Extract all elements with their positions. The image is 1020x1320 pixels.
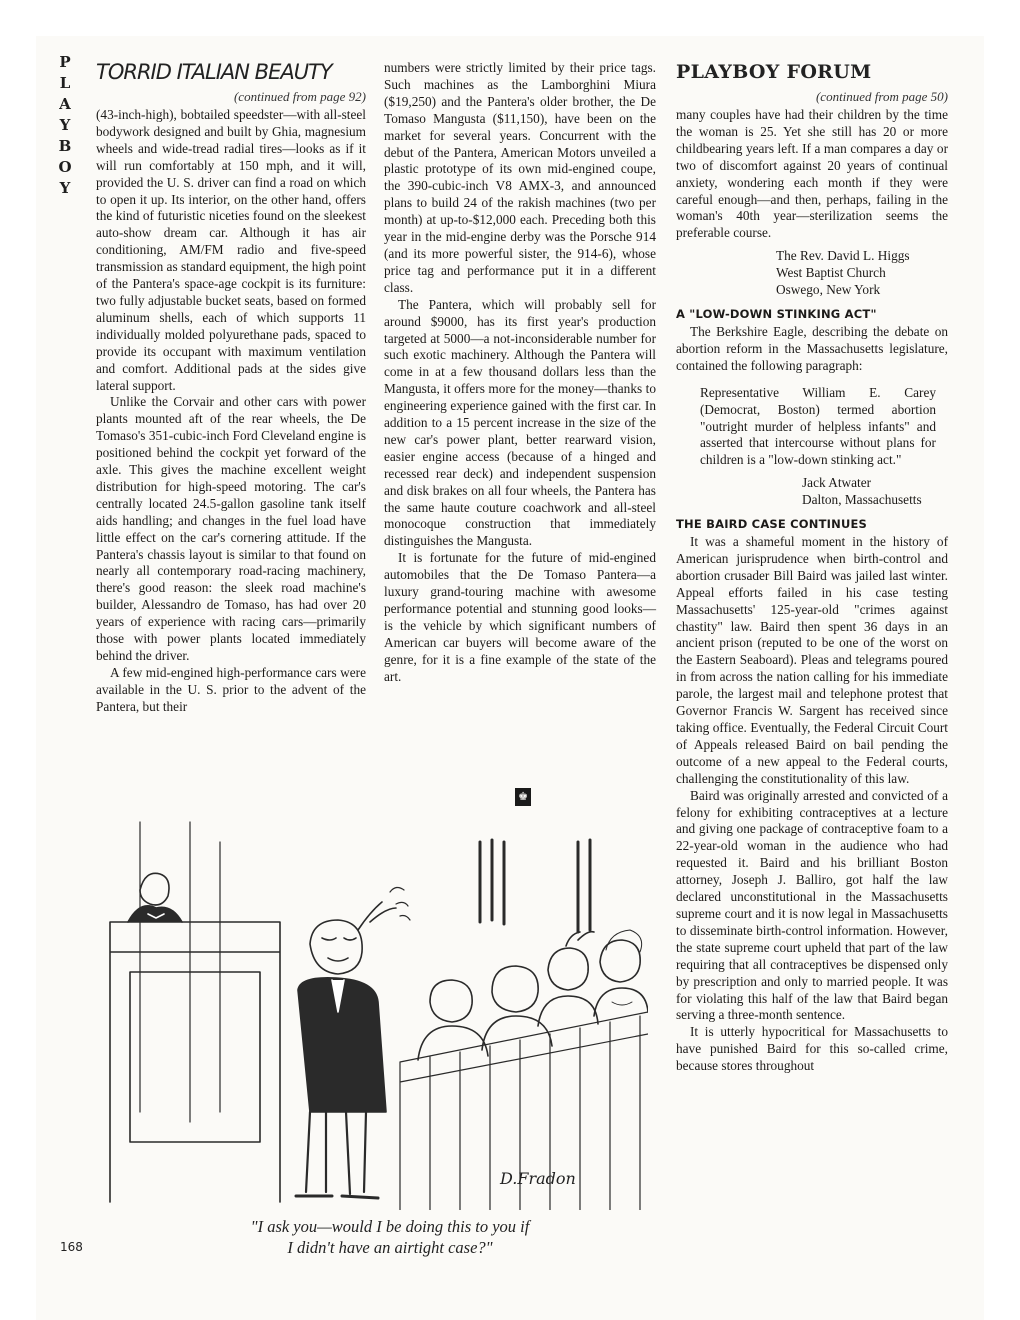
end-of-article-icon: ♚ xyxy=(515,788,531,806)
article-paragraph: (43-inch-high), bobtailed speedster—with all-steel bodywork designed and built by Ghia, magnesium wheels and wide-tread radial tires—looks as if it will run comfortably at 150 mph, and it will, provided the U. S. driver can find a road on which to open it up. Its interior, on the other hand, offers the kind of futuristic niceties found on the sleekest auto-show dream car. Although it has air conditioning, AM/FM radio and five-speed transmission as standard equipment, the high point of the Pantera's space-age cockpit is its furniture: two fully adjustable bucket seats, based on formed aluminum shells, each of which supports 11 individually molded polyurethane pads, spaced to provide its occupant with maximum ventilation and comfort. Additional pads at the sides give lateral support. xyxy=(96,107,366,393)
forum-section-heading: THE BAIRD CASE CONTINUES xyxy=(676,517,868,532)
article-title: TORRID ITALIAN BEAUTY xyxy=(96,60,332,84)
article-paragraph: A few mid-engined high-performance cars were available in the U. S. prior to the advent of the Pantera, but their xyxy=(96,664,366,714)
article-paragraph: It is fortunate for the future of mid-engined automobiles that the De Tomaso Pantera—a luxury grand-touring machine with awesome performance potential and stunning good looks—is the vehicle by which significant numbers of American car buyers will become aware of the genre, for it is a fine example of the state of the art. xyxy=(384,550,656,684)
forum-paragraph: Baird was originally arrested and convicted of a felony for exhibiting contraceptives at a lecture and giving one package of contraceptive foam to a 22-year-old woman in the audience who had requested it. Baird and his brilliant Boston attorney, Joseph J. Balliro, got half the law declared unconstitutional in the Massachusetts supreme court and it is now legal in Massachusetts to disseminate birth-control information. However, the state supreme court upheld that part of the law requiring that all contraceptives be dispensed only by prescription and only to married people. It was for violating this half of the law that Baird began serving a three-month sentence. xyxy=(676,787,948,1023)
letter-signature: The Rev. David L. Higgs West Baptist Church Oswego, New York xyxy=(776,248,910,298)
article-paragraph: numbers were strictly limited by their price tags. Such machines as the Lamborghini Miura ($19,250) and the Pantera's older brother, the De Tomaso Mangusta ($11,150), have been on the market for several years. Concurrent with the debut of the Pantera, American Motors unveiled a plastic prototype of its own mid-engined coupe, the 390-cubic-inch V8 AMX-3, and announced plans to build 24 of the rakish machines (two per month) at up-to-$12,000 each. Preceding both this year in the mid-engine derby was the Porsche 914 (and its more powerful sister, the 914-6), whose price tag and performance put it in a different class. xyxy=(384,60,656,295)
forum-quote: Representative William E. Carey (Democrat, Boston) termed abortion "outright murder of helpless infants" and asserted that intercourse without plans for children is a "low-down stinking act." xyxy=(700,384,936,468)
forum-continued-note: (continued from page 50) xyxy=(815,89,948,104)
article-column-2 xyxy=(384,60,656,686)
letter-signature: Jack Atwater Dalton, Massachusetts xyxy=(802,475,922,508)
forum-paragraph: many couples have had their children by the time the woman is 25. Yet she still has 20 or more childbearing years left. If a man compares a day or two of discomfort against 20 years of continual anxiety, wondering each month if they were careful enough—and then, perhaps, failing in the woman's 40th year—sterilization seems the preferable course. xyxy=(676,107,948,241)
forum-section-heading: A "LOW-DOWN STINKING ACT" xyxy=(676,306,877,321)
cartoonist-signature: D.Fradon xyxy=(500,1169,576,1188)
courtroom-cartoon xyxy=(100,812,648,1210)
article-continued-note: (continued from page 92) xyxy=(233,89,366,104)
article-paragraph: The Pantera, which will probably sell for around $9000, has its first year's production targeted at 5000—a not-inconsiderable number for such exotic machinery. Although the Pantera will come in at a few thousand dollars less than the Mangusta, it offers more for the money—thanks to engineering experience gained with the first car. In addition to a 15 percent increase in the size of the new car's power plant, better rearward vision, easier engine access (because of a hinged and recessed rear deck) and independent suspension and disk brakes on all four wheels, the Pantera has the same haute couture coachwork and all-steel monocoque construction that immediately distinguishes the Mangusta. xyxy=(384,296,656,549)
page-number: 168 xyxy=(60,1240,83,1254)
spine-label: P L A Y B O Y xyxy=(58,53,72,197)
article-column-1 xyxy=(96,60,366,716)
article-paragraph: Unlike the Corvair and other cars with power plants mounted aft of the rear wheels, the De Tomaso's 351-cubic-inch Ford Cleveland engine is positioned behind the cockpit yet forward of the axle. This gives the machine excellent weight distribution for high-speed motoring. The car's centrally located 24.5-gallon gasoline tank itself aids handling; and changes in the fuel load have little effect on the car's cornering attitude. If the Pantera's chassis layout is similar to that found on nearly all contemporary road-racing machinery, there's good reason: the sleek road machine's builder, Alessandro de Tomaso, has had over 20 years of experience with racing cars—primarily those with power plants located immediately behind the driver. xyxy=(96,394,366,663)
forum-paragraph: The Berkshire Eagle, describing the debate on abortion reform in the Massachusetts legislature, contained the following paragraph: xyxy=(676,323,948,373)
forum-column xyxy=(676,60,948,1075)
forum-paragraph: It is utterly hypocritical for Massachusetts to have punished Baird for this so-called crime, because stores throughout xyxy=(676,1024,948,1074)
forum-paragraph: It was a shameful moment in the history of American jurisprudence when birth-control and abortion crusader Bill Baird was jailed last winter. Appeal efforts failed in his case testing Massachusetts' 125-year-old "crimes against chastity" law. Baird then spent 36 days in an ancient prison (reputed to be one of the worst on the Eastern Seaboard). Pleas and telegrams poured in from across the nation calling for his immediate parole, the largest mail and telephone protest that Governor Francis W. Sargent has received since taking office. Eventually, the Federal Circuit Court of Appeals released Baird on bail pending the outcome of a new appeal to the Federal courts, challenging the constitutionality of this law. xyxy=(676,534,948,786)
forum-title: PLAYBOY FORUM xyxy=(676,61,872,83)
cartoon-caption: "I ask you—would I be doing this to you if I didn't have an airtight case?" xyxy=(250,1217,530,1257)
